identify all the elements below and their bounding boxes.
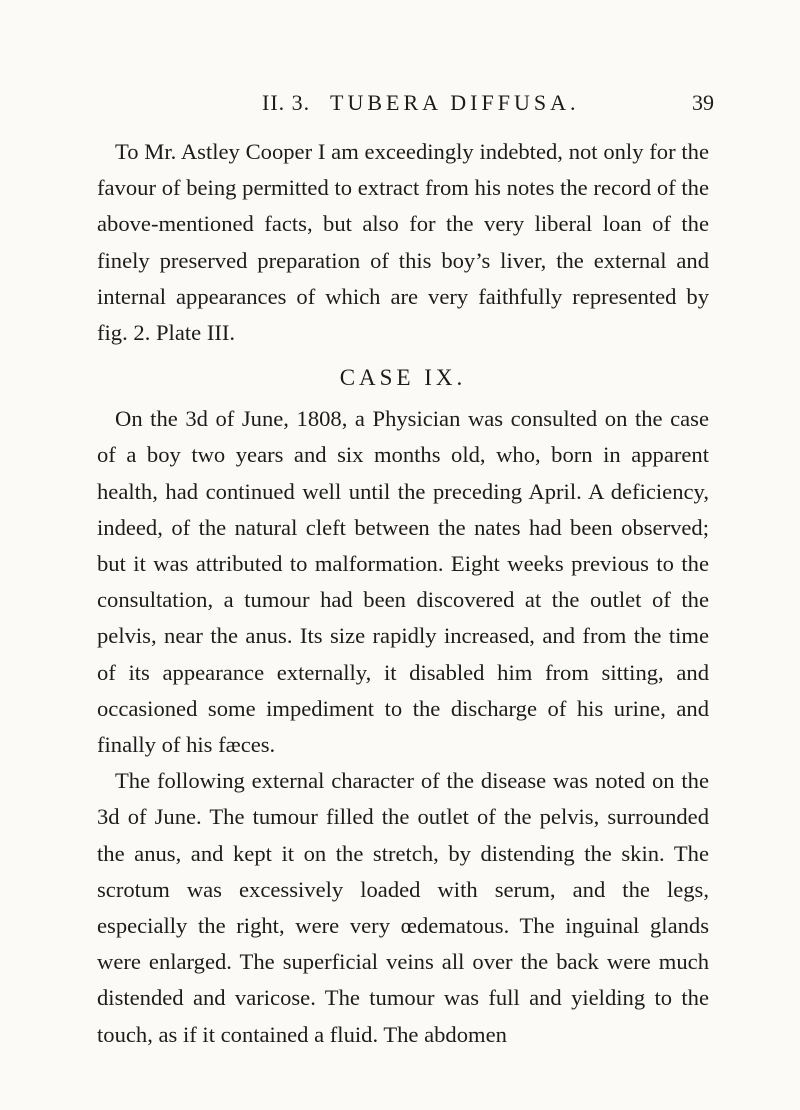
running-title: TUBERA DIFFUSA. bbox=[330, 90, 580, 115]
paragraph-external-character: The following external character of the disease was noted on the 3d of June. The tumour filled the outlet of the pelvis, surrounded the anus, and kept it on the stretch, by distending the skin. The scrotum was excessively loaded with serum, and the legs, especially the right, were very œdematous. The inguinal glands were enlarged. The superficial veins all over the back were much distended and varicose. The tumour was full and yielding to the touch, as if it contained a fluid. The abdomen bbox=[97, 768, 709, 1047]
section-number: II. 3. bbox=[262, 90, 311, 115]
running-head bbox=[0, 90, 800, 122]
body-text bbox=[97, 134, 709, 1053]
paragraph-acknowledgement: To Mr. Astley Cooper I am exceedingly indebted, not only for the favour of being permitted to extract from his notes the record of the above-mentioned facts, but also for the very liberal loan of the finely preserved preparation of this boy’s liver, the external and internal appearances of which are very faithfully represented by fig. 2. Plate III. bbox=[97, 139, 709, 346]
page-number: 39 bbox=[692, 90, 714, 115]
case-heading: CASE IX. bbox=[339, 365, 467, 391]
paragraph-case-history: On the 3d of June, 1808, a Physician was consulted on the case of a boy two years and six months old, who, born in apparent health, had continued well until the preceding April. A deficiency, indeed, of the natural cleft between the nates had been observed; but it was attributed to malformation. Eight weeks previous to the consultation, a tumour had been discovered at the outlet of the pelvis, near the anus. Its size rapidly increased, and from the time of its appearance externally, it disabled him from sitting, and occasioned some impediment to the discharge of his urine, and finally of his fæces. bbox=[97, 406, 709, 758]
